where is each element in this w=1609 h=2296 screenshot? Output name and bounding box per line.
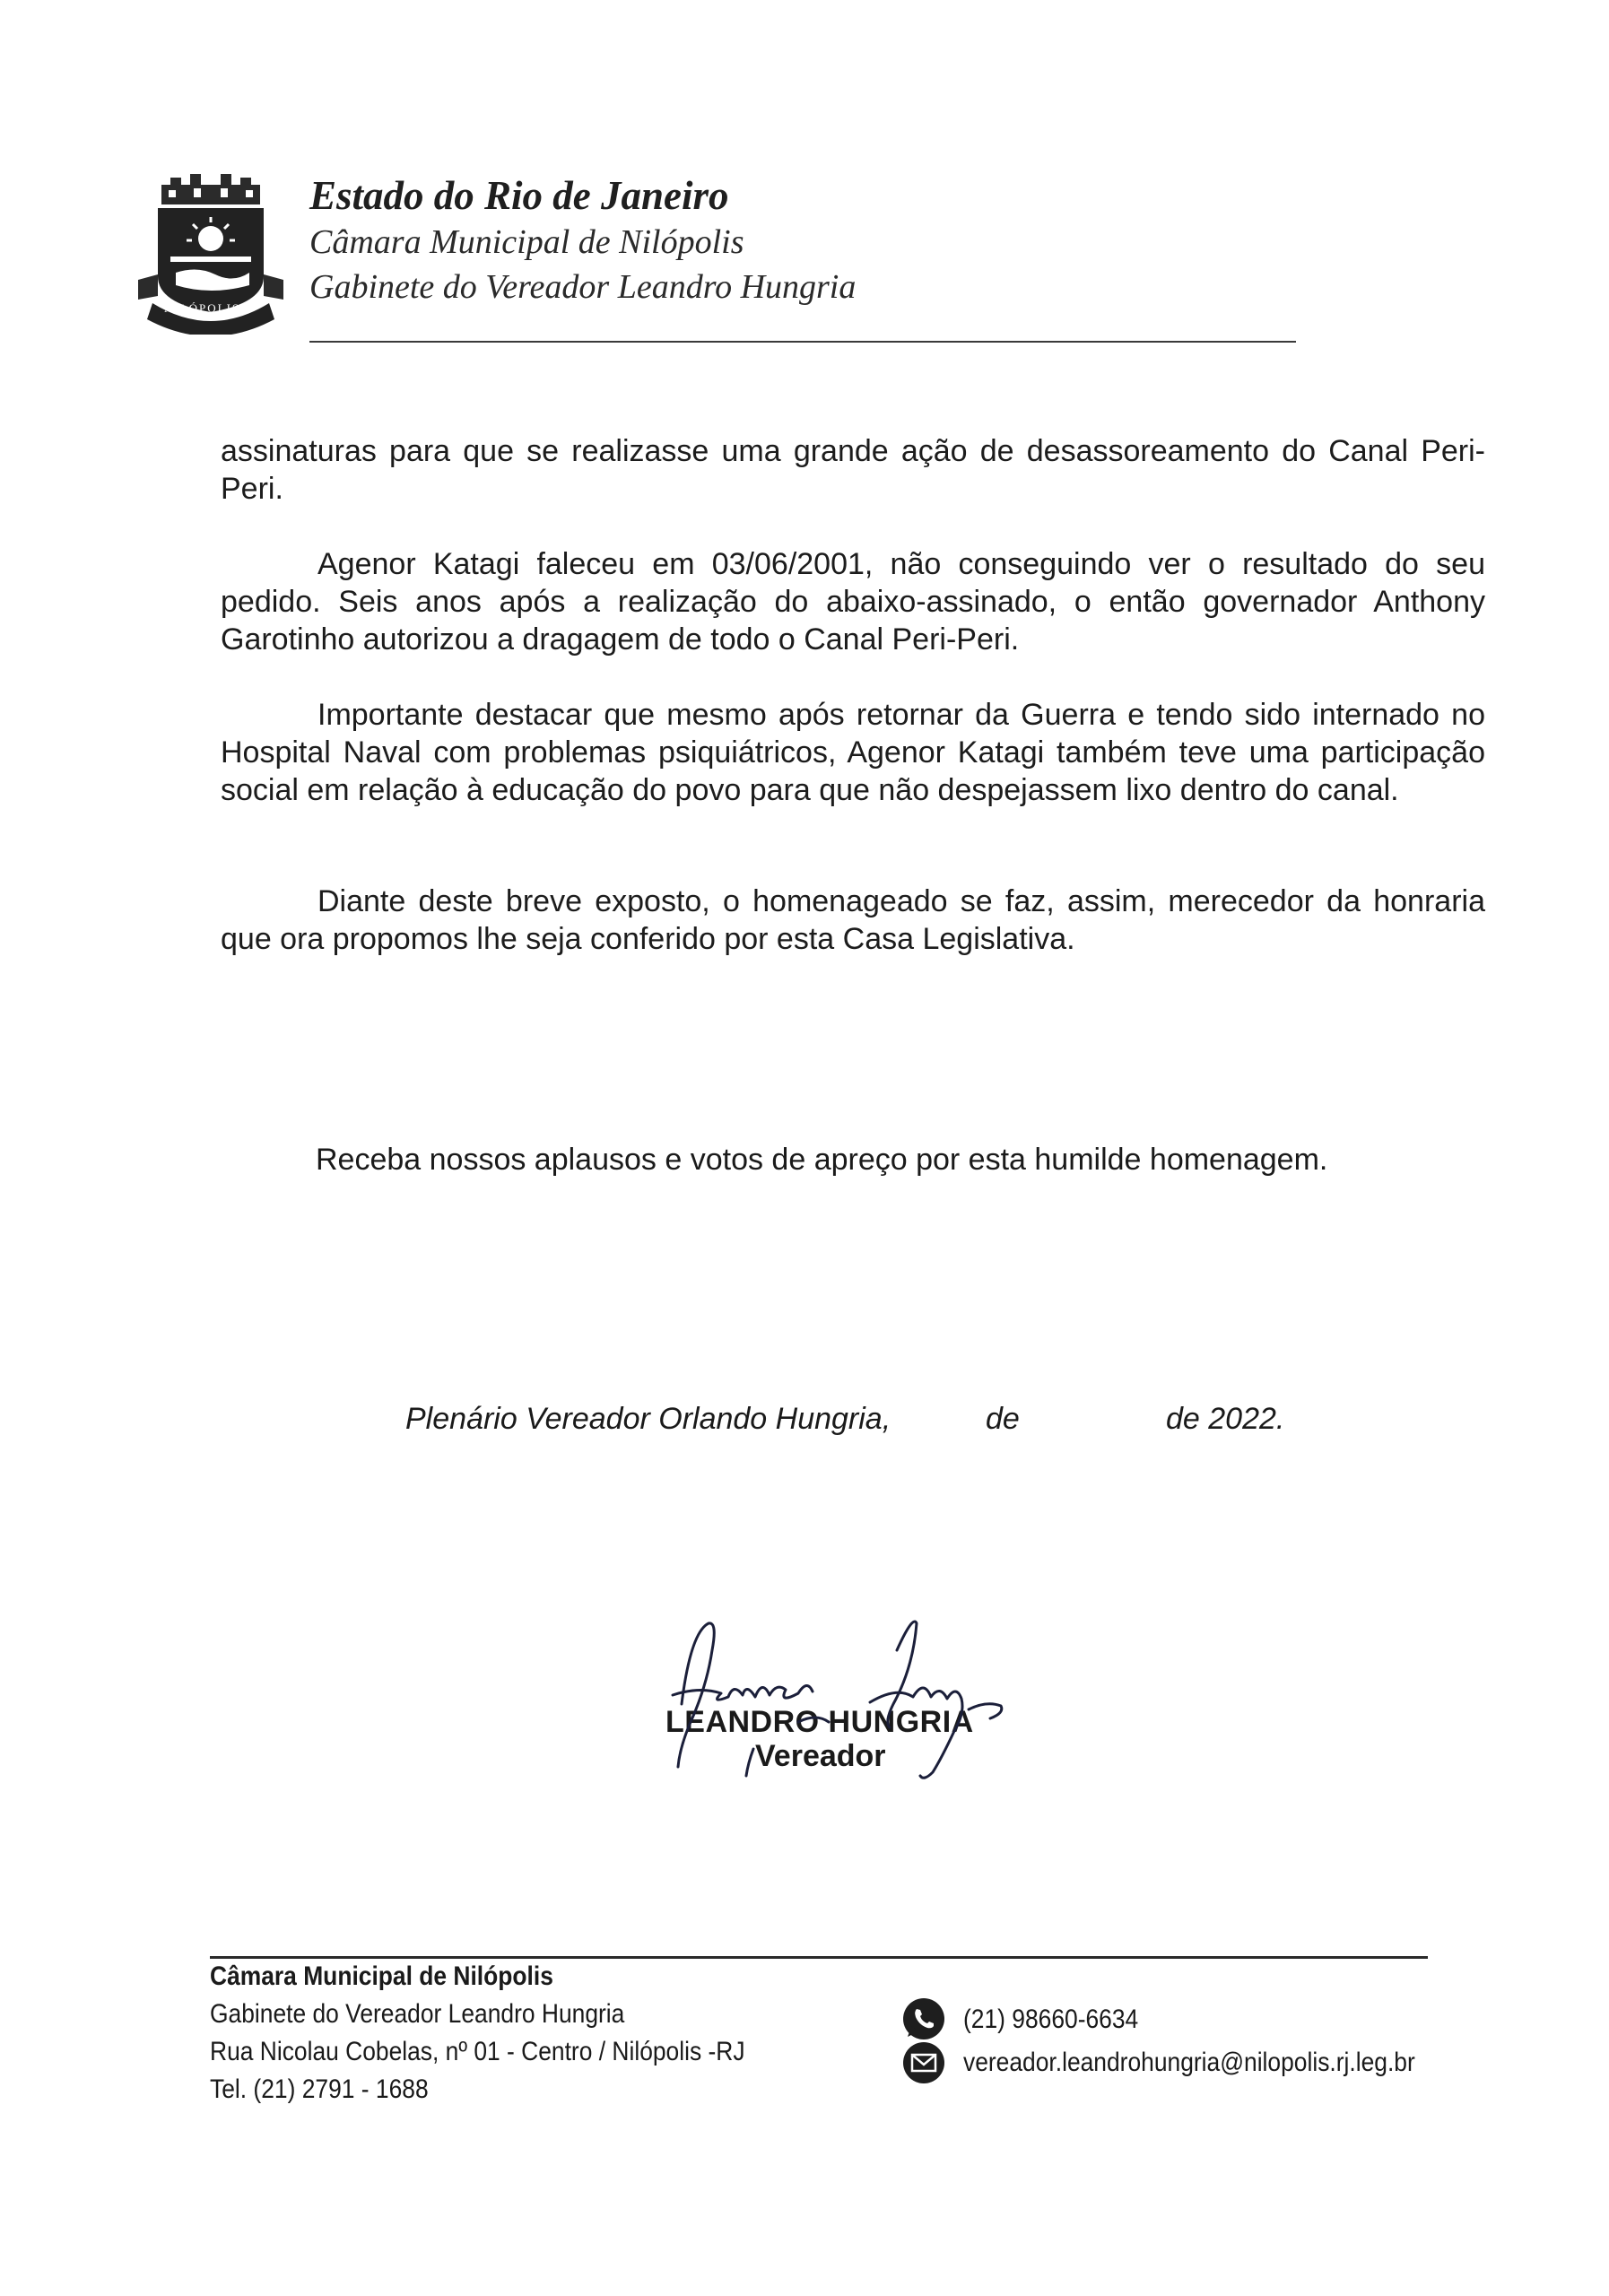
body-paragraph-4: Diante deste breve exposto, o homenageado se faz, assim, merecedor da honraria que ora propomos lhe seja conferido por esta Casa Legislativa. xyxy=(221,884,1485,956)
signatory-title: Vereador xyxy=(755,1739,886,1773)
date-line-place: Plenário Vereador Orlando Hungria, xyxy=(405,1402,891,1436)
letterhead-office: Gabinete do Vereador Leandro Hungria xyxy=(309,268,857,306)
date-line-year: de 2022. xyxy=(1166,1402,1285,1436)
body-paragraph-2: Agenor Katagi faleceu em 03/06/2001, não conseguindo ver o resultado do seu pedido. Seis anos após a realização do abaixo-assinado, o então governador Anthony Garotinho autorizou a dragagem de todo o Canal Peri-Peri. xyxy=(221,547,1485,657)
body-paragraph-3: Importante destacar que mesmo após retornar da Guerra e tendo sido internado no Hospital Naval com problemas psiquiátricos, Agenor Katagi também teve uma participação social em relação à educação do povo para que não despejassem lixo dentro do canal. xyxy=(221,698,1485,807)
contact-phone[interactable]: (21) 98660-6634 xyxy=(963,2005,1139,2034)
letterhead-chamber: Câmara Municipal de Nilópolis xyxy=(309,223,744,261)
envelope-icon xyxy=(900,2039,947,2086)
footer-office: Gabinete do Vereador Leandro Hungria xyxy=(210,1999,625,2029)
footer-organization: Câmara Municipal de Nilópolis xyxy=(210,1961,553,1991)
letterhead-divider xyxy=(309,341,1296,343)
contact-email[interactable]: vereador.leandrohungria@nilopolis.rj.leg.br xyxy=(963,2048,1415,2077)
date-line-de: de xyxy=(986,1402,1020,1436)
body-paragraph-1: assinaturas para que se realizasse uma grande ação de desassoreamento do Canal Peri-Peri. xyxy=(221,434,1485,506)
crest-ribbon-text: NILÓPOLIS xyxy=(164,301,241,315)
footer-telephone: Tel. (21) 2791 - 1688 xyxy=(210,2074,429,2104)
handwritten-signature xyxy=(628,1596,1022,1803)
signatory-name: LEANDRO HUNGRIA xyxy=(665,1705,974,1739)
letterhead-title: Estado do Rio de Janeiro xyxy=(309,173,729,218)
footer-address: Rua Nicolau Cobelas, nº 01 - Centro / Nilópolis -RJ xyxy=(210,2037,745,2066)
whatsapp-icon xyxy=(900,1996,947,2042)
closing-sentence: Receba nossos aplausos e votos de apreço por esta humilde homenagem. xyxy=(316,1143,1328,1177)
